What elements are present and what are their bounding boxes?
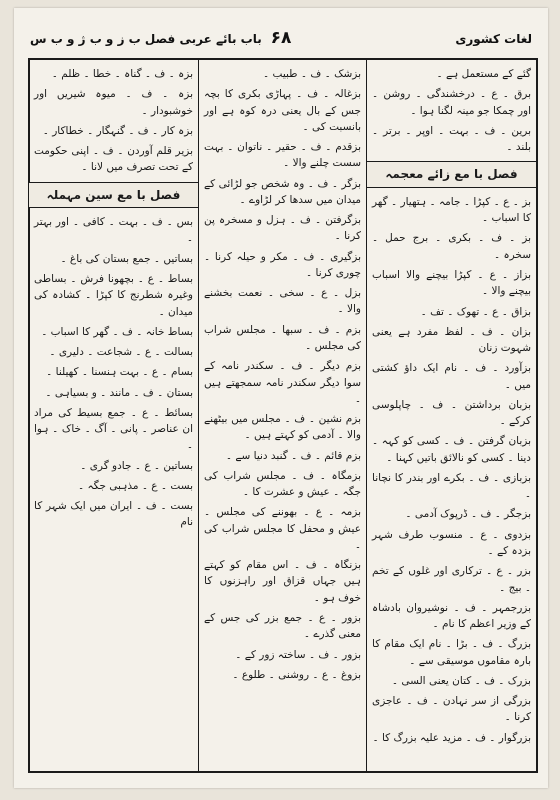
- dictionary-entry: بزرگی از سر نہادن ۔ ف ۔ عاجزی کرنا ۔: [372, 695, 531, 724]
- dictionary-entry: بساتین ۔ ع ۔ جادو گری ۔: [80, 459, 193, 472]
- dictionary-entry: بسام ۔ ع ۔ بہت ہنسنا ۔ کھیلنا ۔: [46, 366, 193, 379]
- dictionary-entry: بساط ۔ ع ۔ بچھونا فرش ۔ بساطی وغیرہ شطرنج کا کپڑا ۔ کشادہ کی میدان ۔: [34, 272, 193, 318]
- dictionary-entry: بس ۔ ف ۔ بہت ۔ کافی ۔ اور بہتر ۔: [34, 216, 193, 245]
- dictionary-entry: بست ۔ ع ۔ مذہبی جگہ ۔: [78, 479, 193, 492]
- dictionary-entry: بزگر ۔ ف ۔ وہ شخص جو لڑائی کے میدان میں سدھا کر لڑاوے ۔: [204, 177, 361, 206]
- dictionary-entry: گئے کے مستعمل ہے ۔: [436, 68, 531, 80]
- dictionary-entry: بزمہ ۔ ع ۔ بھوننے کی مجلس ۔ عیش و محفل کا مجلس شراب کی ۔: [204, 506, 361, 551]
- section-heading-ba-sin: فصل با مع سین مہملہ: [29, 182, 198, 209]
- dictionary-entry: بزرگوار ۔ ف ۔ مزید علیہ بزرگ کا ۔: [372, 731, 531, 744]
- three-column-frame: [28, 58, 538, 773]
- dictionary-entry: بزشک ۔ ف ۔ طبیب ۔: [263, 68, 361, 80]
- dictionary-entry: بزم قائم ۔ ف ۔ گنبد دنیا سے ۔: [225, 449, 361, 462]
- dictionary-entry: بز ۔ ع ۔ کپڑا ۔ جامہ ۔ ہتھیار ۔ گھر کا اسباب ۔: [372, 195, 531, 225]
- dictionary-entry: بسائط ۔ ع ۔ جمع بسیط کی مراد ان عناصر ۔ پانی ۔ آگ ۔ خاک ۔ ہوا ۔: [34, 406, 193, 452]
- dictionary-entry: بزمگاہ ۔ ف ۔ مجلس شراب کی جگہ ۔ عیش و عشرت کا ۔: [204, 469, 361, 499]
- dictionary-entry: بساط خانہ ۔ ف ۔ گھر کا اسباب ۔: [41, 325, 193, 338]
- dictionary-entry: بزدوی ۔ ع ۔ منسوب طرف شہر بزدہ کے ۔: [372, 528, 531, 557]
- dictionary-entry: بزوغ ۔ ع ۔ روشنی ۔ طلوع ۔: [232, 668, 361, 681]
- book-title: لغات کشوری: [455, 32, 532, 46]
- section-heading-ba-zai: فصل با مع زائے معجمہ: [367, 161, 536, 188]
- dictionary-entry: بزجگر ۔ ف ۔ ڈرپوک آدمی ۔: [405, 508, 531, 521]
- dictionary-entry: بزبان گرفتن ۔ ف ۔ کسی کو کہہ ۔ دینا ۔ کسی کو نالائق باتیں کہنا ۔: [372, 435, 531, 464]
- column-left: [29, 60, 198, 771]
- dictionary-entry: بزرک ۔ ف ۔ کتان یعنی السی ۔: [391, 674, 531, 687]
- dictionary-entry: برق ۔ ع ۔ درخشندگی ۔ روشن ۔ اور چمکا جو مینہ لگنا ہوا ۔: [372, 88, 531, 117]
- dictionary-entry: بزل ۔ ع ۔ سخی ۔ نعمت بخشنے والا ۔: [204, 287, 361, 316]
- dictionary-entry: بزگرفتن ۔ ف ۔ ہزل و مسخرہ پن کرنا ۔: [204, 214, 361, 243]
- dictionary-entry: بزاز ۔ ع ۔ کپڑا بیچنے والا اسباب بیچنے والا ۔: [372, 268, 531, 298]
- dictionary-entry: بزرجمہر ۔ ف ۔ نوشیروان بادشاہ کے وزیر اعظم کا نام ۔: [372, 601, 531, 631]
- dictionary-entry: بزیر قلم آوردن ۔ ف ۔ اپنی حکومت کے تحت تصرف میں لانا ۔: [34, 145, 193, 174]
- dictionary-entry: بساتیں ۔ جمع بستان کی باغ ۔: [60, 252, 193, 265]
- dictionary-entry: بزہ ۔ ف ۔ میوہ شیریں اور خوشبودار ۔: [34, 88, 193, 117]
- dictionary-entry: بسالت ۔ ع ۔ شجاعت ۔ دلیری ۔: [49, 346, 193, 359]
- dictionary-entry: بزہ ۔ ف ۔ گناہ ۔ خطا ۔ ظلم ۔: [51, 68, 193, 80]
- dictionary-entry: بزبازی ۔ ف ۔ بکرے اور بندر کا نچانا ۔: [372, 471, 531, 501]
- column-right: [367, 60, 536, 771]
- dictionary-entry: بزآورد ۔ ف ۔ نام ایک داؤ کشتی میں ۔: [372, 362, 531, 391]
- dictionary-entry: بزقدم ۔ ف ۔ حقیر ۔ ناتوان ۔ بہت سست چلنے والا ۔: [204, 141, 361, 170]
- dictionary-entry: بزرگ ۔ ف ۔ بڑا ۔ نام ایک مقام کا بارہ مقاموں موسیقی سے ۔: [372, 638, 531, 667]
- dictionary-entry: بزم نشین ۔ ف ۔ مجلس میں بیٹھنے والا ۔ آدمی کو کہتے ہیں ۔: [204, 413, 361, 442]
- dictionary-entry: بست ۔ ف ۔ ایران میں ایک شہر کا نام: [34, 500, 193, 529]
- dictionary-entry: بزگیری ۔ ف ۔ مکر و حیلہ کرنا ۔ چوری کرنا ۔: [204, 250, 361, 279]
- page-number: ۶۸: [270, 28, 292, 48]
- dictionary-page: [14, 8, 548, 788]
- dictionary-entry: بزم ۔ ف ۔ سبھا ۔ مجلس شراب کی مجلس ۔: [204, 323, 361, 352]
- dictionary-entry: بزنگاہ ۔ ف ۔ اس مقام کو کہتے ہیں جہاں قزاق اور راہزنوں کا خوف ہو ۔: [204, 559, 361, 604]
- dictionary-entry: بزہ کار ۔ ف ۔ گنہگار ۔ خطاکار ۔: [42, 124, 193, 137]
- dictionary-entry: بزم دیگر ۔ ف ۔ سکندر نامہ کے سوا دیگر سکندر نامہ سمجھتے ہیں ۔: [204, 360, 361, 405]
- dictionary-entry: بزغالہ ۔ ف ۔ پہاڑی بکری کا بچہ جس کے بال یعنی درہ کوہ ہے اور بانسبت کی ۔: [204, 88, 361, 133]
- page-header: [30, 28, 532, 52]
- column-middle: [198, 60, 367, 771]
- dictionary-entry: بز ۔ ف ۔ بکری ۔ برج حمل ۔ سخرہ ۔: [372, 232, 531, 261]
- dictionary-entry: بزان ۔ ف ۔ لفظ مفرد ہے یعنی شہوت زنان: [372, 325, 531, 355]
- dictionary-entry: برین ۔ ف ۔ بہت ۔ اوپر ۔ برتر ۔ بلند ۔: [372, 124, 531, 154]
- dictionary-entry: بزور ۔ ع ۔ جمع بزر کی جس کے معنی گذرے ۔: [204, 611, 361, 641]
- dictionary-entry: بزبان برداشتن ۔ ف ۔ چاپلوسی کرکے ۔: [372, 398, 531, 428]
- dictionary-entry: بزاق ۔ ع ۔ تھوک ۔ تف ۔: [420, 305, 531, 318]
- dictionary-entry: بزر ۔ ع ۔ ترکاری اور غلوں کے تخم ۔ بیج ۔: [372, 565, 531, 594]
- chapter-heading: باب بائے عربی فصل ب ز و ب ژ و ب س: [30, 32, 262, 46]
- dictionary-entry: بستان ۔ ف ۔ مانند ۔ و بسیاہی ۔: [45, 386, 193, 399]
- dictionary-entry: بزور ۔ ف ۔ ساختہ زور کے ۔: [235, 648, 361, 661]
